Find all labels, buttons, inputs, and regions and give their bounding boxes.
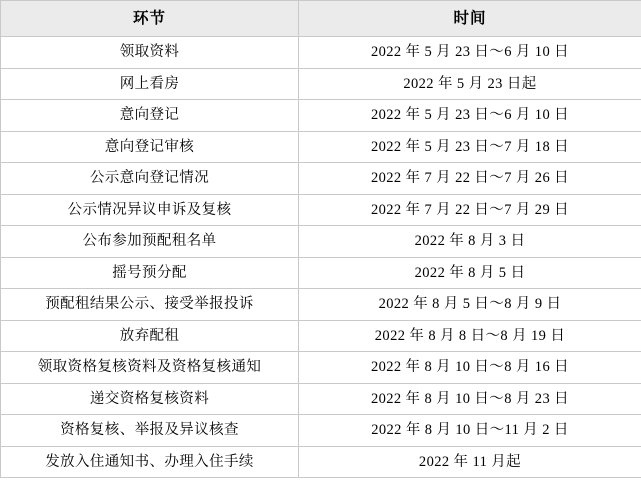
- cell-stage: [1, 194, 299, 226]
- cell-stage: [1, 320, 299, 352]
- cell-stage-text: 公示情况异议申诉及复核: [67, 201, 232, 218]
- cell-time: [299, 352, 641, 384]
- cell-stage: [1, 68, 299, 100]
- cell-time: [299, 415, 641, 447]
- cell-time-text: 2022 年 5 月 23 日～6 月 10 日: [370, 107, 570, 123]
- cell-time-text: 2022 年 7 月 22 日～7 月 29 日: [370, 201, 570, 218]
- table-row: [1, 100, 641, 132]
- cell-time-text: 2022 年 8 月 8 日～8 月 19 日: [374, 327, 566, 344]
- cell-time-text: 2022 年 7 月 22 日～7 月 26 日: [370, 170, 570, 186]
- table-header-row: [1, 1, 641, 37]
- cell-stage-text: 资格复核、举报及异议核查: [60, 422, 239, 438]
- cell-time: [299, 257, 641, 289]
- column-header-time: 时间: [299, 1, 641, 37]
- cell-stage: [1, 163, 299, 195]
- cell-stage: [1, 352, 299, 384]
- cell-time: [299, 68, 641, 100]
- table-row: [1, 352, 641, 384]
- cell-time: [299, 226, 641, 258]
- table-body: [1, 37, 641, 478]
- cell-time-text: 2022 年 5 月 23 日起: [403, 75, 537, 92]
- cell-time: [299, 37, 641, 69]
- cell-stage: [1, 446, 299, 478]
- cell-time-text: 2022 年 8 月 3 日: [414, 233, 526, 249]
- cell-stage-text: 意向登记审核: [104, 138, 195, 155]
- table-row: [1, 320, 641, 352]
- cell-time-text: 2022 年 8 月 5 日: [414, 264, 526, 281]
- cell-stage-text: 递交资格复核资料: [89, 390, 210, 407]
- cell-time-text: 2022 年 8 月 10 日～8 月 16 日: [370, 359, 570, 375]
- cell-time-text: 2022 年 8 月 10 日～8 月 23 日: [370, 390, 570, 407]
- cell-time-text: 2022 年 5 月 23 日～7 月 18 日: [370, 138, 570, 155]
- cell-time: [299, 163, 641, 195]
- table-row: [1, 289, 641, 321]
- cell-time: [299, 289, 641, 321]
- cell-stage-text: 网上看房: [119, 75, 180, 92]
- cell-time: [299, 131, 641, 163]
- cell-time-text: 2022 年 5 月 23 日～6 月 10 日: [370, 44, 570, 60]
- table-row: [1, 226, 641, 258]
- cell-stage: [1, 131, 299, 163]
- cell-stage-text: 公布参加预配租名单: [82, 233, 217, 249]
- cell-stage: [1, 37, 299, 69]
- cell-time-text: 2022 年 8 月 5 日～8 月 9 日: [378, 296, 562, 312]
- cell-time: [299, 194, 641, 226]
- cell-time: [299, 446, 641, 478]
- cell-stage: [1, 415, 299, 447]
- cell-stage-text: 领取资格复核资料及资格复核通知: [37, 359, 262, 375]
- table-row: [1, 194, 641, 226]
- table-row: [1, 68, 641, 100]
- table-row: [1, 446, 641, 478]
- cell-stage: [1, 383, 299, 415]
- cell-time: [299, 320, 641, 352]
- table-row: [1, 163, 641, 195]
- cell-stage-text: 发放入住通知书、办理入住手续: [45, 453, 254, 470]
- cell-stage-text: 领取资料: [119, 44, 180, 60]
- cell-time: [299, 383, 641, 415]
- cell-time-text: 2022 年 8 月 10 日～11 月 2 日: [371, 422, 569, 438]
- cell-stage: [1, 257, 299, 289]
- cell-stage: [1, 289, 299, 321]
- cell-stage-text: 公示意向登记情况: [89, 170, 210, 186]
- table-row: [1, 383, 641, 415]
- table-row: [1, 257, 641, 289]
- table-row: [1, 131, 641, 163]
- column-header-stage: 环节: [1, 1, 299, 37]
- table-header: [1, 1, 641, 37]
- cell-time: [299, 100, 641, 132]
- cell-stage: [1, 100, 299, 132]
- cell-stage-text: 意向登记: [119, 107, 180, 123]
- cell-time-text: 2022 年 11 月起: [418, 453, 522, 470]
- cell-stage-text: 预配租结果公示、接受举报投诉: [45, 296, 254, 312]
- cell-stage-text: 摇号预分配: [112, 264, 187, 281]
- cell-stage-text: 放弃配租: [119, 327, 180, 344]
- table-row: [1, 37, 641, 69]
- table-row: [1, 415, 641, 447]
- cell-stage: [1, 226, 299, 258]
